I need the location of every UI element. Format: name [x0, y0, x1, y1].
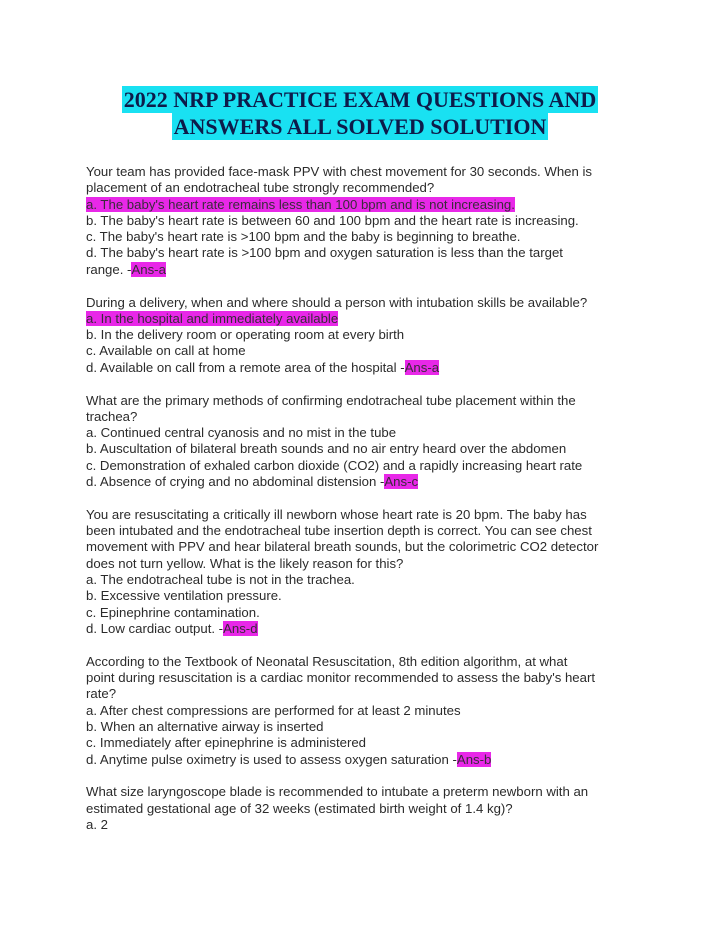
question-stem-line: estimated gestational age of 32 weeks (estimated birth weight of 1.4 kg)? — [86, 800, 513, 816]
answer-option: a. After chest compressions are performed for at least 2 minutes — [86, 702, 461, 718]
question-stem-line: During a delivery, when and where should a person with intubation skills be available? — [86, 294, 588, 310]
question-stem-line: movement with PPV and hear bilateral breath sounds, but the colorimetric CO2 detector — [86, 539, 599, 555]
question-block — [86, 393, 646, 491]
answer-option: a. Continued central cyanosis and no mist in the tube — [86, 425, 397, 441]
question-stem-line: does not turn yellow. What is the likely reason for this? — [86, 555, 404, 571]
answer-option — [86, 752, 646, 768]
question-stem-line: rate? — [86, 686, 117, 702]
question-stem-line: been intubated and the endotracheal tube insertion depth is correct. You can see chest — [86, 523, 592, 539]
question-stem-line: trachea? — [86, 408, 138, 424]
answer-option: b. In the delivery room or operating room at every birth — [86, 327, 405, 343]
title-line-1: 2022 NRP PRACTICE EXAM QUESTIONS AND — [123, 87, 597, 112]
question-stem-line: According to the Textbook of Neonatal Resuscitation, 8th edition algorithm, at what — [86, 653, 568, 669]
option-text: d. Absence of crying and no abdominal distension - — [86, 474, 385, 490]
question-stem-line: point during resuscitation is a cardiac monitor recommended to assess the baby's heart — [86, 670, 596, 686]
answer-option-highlighted — [86, 197, 646, 213]
answer-option — [86, 474, 646, 490]
question-stem-line: You are resuscitating a critically ill newborn whose heart rate is 20 bpm. The baby has — [86, 506, 587, 522]
question-stem-line: What size laryngoscope blade is recommended to intubate a preterm newborn with an — [86, 784, 589, 800]
question-block — [86, 295, 646, 376]
question-list — [86, 164, 646, 850]
answer-option: d. The baby's heart rate is >100 bpm and oxygen saturation is less than the target — [86, 245, 563, 261]
option-text: range. - — [86, 261, 132, 277]
answer-key: Ans-a — [404, 359, 440, 375]
question-block — [86, 654, 646, 768]
answer-option — [86, 621, 646, 637]
answer-option-highlighted — [86, 311, 646, 327]
question-block — [86, 164, 646, 278]
answer-option: c. Epinephrine contamination. — [86, 604, 260, 620]
answer-option: a. The endotracheal tube is not in the trachea. — [86, 572, 355, 588]
answer-option: c. The baby's heart rate is >100 bpm and the baby is beginning to breathe. — [86, 229, 521, 245]
answer-option: a. 2 — [86, 816, 108, 832]
answer-key: Ans-d — [223, 620, 258, 636]
answer-key: Ans-b — [456, 751, 492, 767]
answer-option: b. When an alternative airway is inserted — [86, 718, 324, 734]
answer-option — [86, 262, 646, 278]
answer-option: c. Available on call at home — [86, 343, 246, 359]
answer-option: b. Auscultation of bilateral breath sounds and no air entry heard over the abdomen — [86, 441, 567, 457]
answer-key: Ans-a — [131, 261, 166, 277]
title-line-2: ANSWERS ALL SOLVED SOLUTION — [173, 114, 547, 139]
answer-option: c. Immediately after epinephrine is administered — [86, 735, 367, 751]
question-block — [86, 784, 646, 833]
option-text: d. Low cardiac output. - — [86, 620, 224, 636]
answer-key: Ans-c — [384, 474, 419, 490]
question-stem-line: What are the primary methods of confirming endotracheal tube placement within the — [86, 392, 576, 408]
option-text: d. Anytime pulse oximetry is used to assess oxygen saturation - — [86, 751, 457, 767]
option-text: d. Available on call from a remote area of the hospital - — [86, 359, 405, 375]
question-stem-line: placement of an endotracheal tube strongly recommended? — [86, 180, 435, 196]
option-text: a. In the hospital and immediately available — [86, 310, 339, 326]
option-text: a. The baby's heart rate remains less than 100 bpm and is not increasing. — [86, 196, 515, 212]
question-block — [86, 507, 646, 637]
question-stem-line: Your team has provided face-mask PPV with chest movement for 30 seconds. When is — [86, 164, 593, 179]
document-title — [0, 86, 720, 140]
answer-option: c. Demonstration of exhaled carbon dioxide (CO2) and a rapidly increasing heart rate — [86, 457, 583, 473]
answer-option — [86, 360, 646, 376]
answer-option: b. The baby's heart rate is between 60 and 100 bpm and the heart rate is increasing. — [86, 212, 579, 228]
answer-option: b. Excessive ventilation pressure. — [86, 588, 282, 604]
